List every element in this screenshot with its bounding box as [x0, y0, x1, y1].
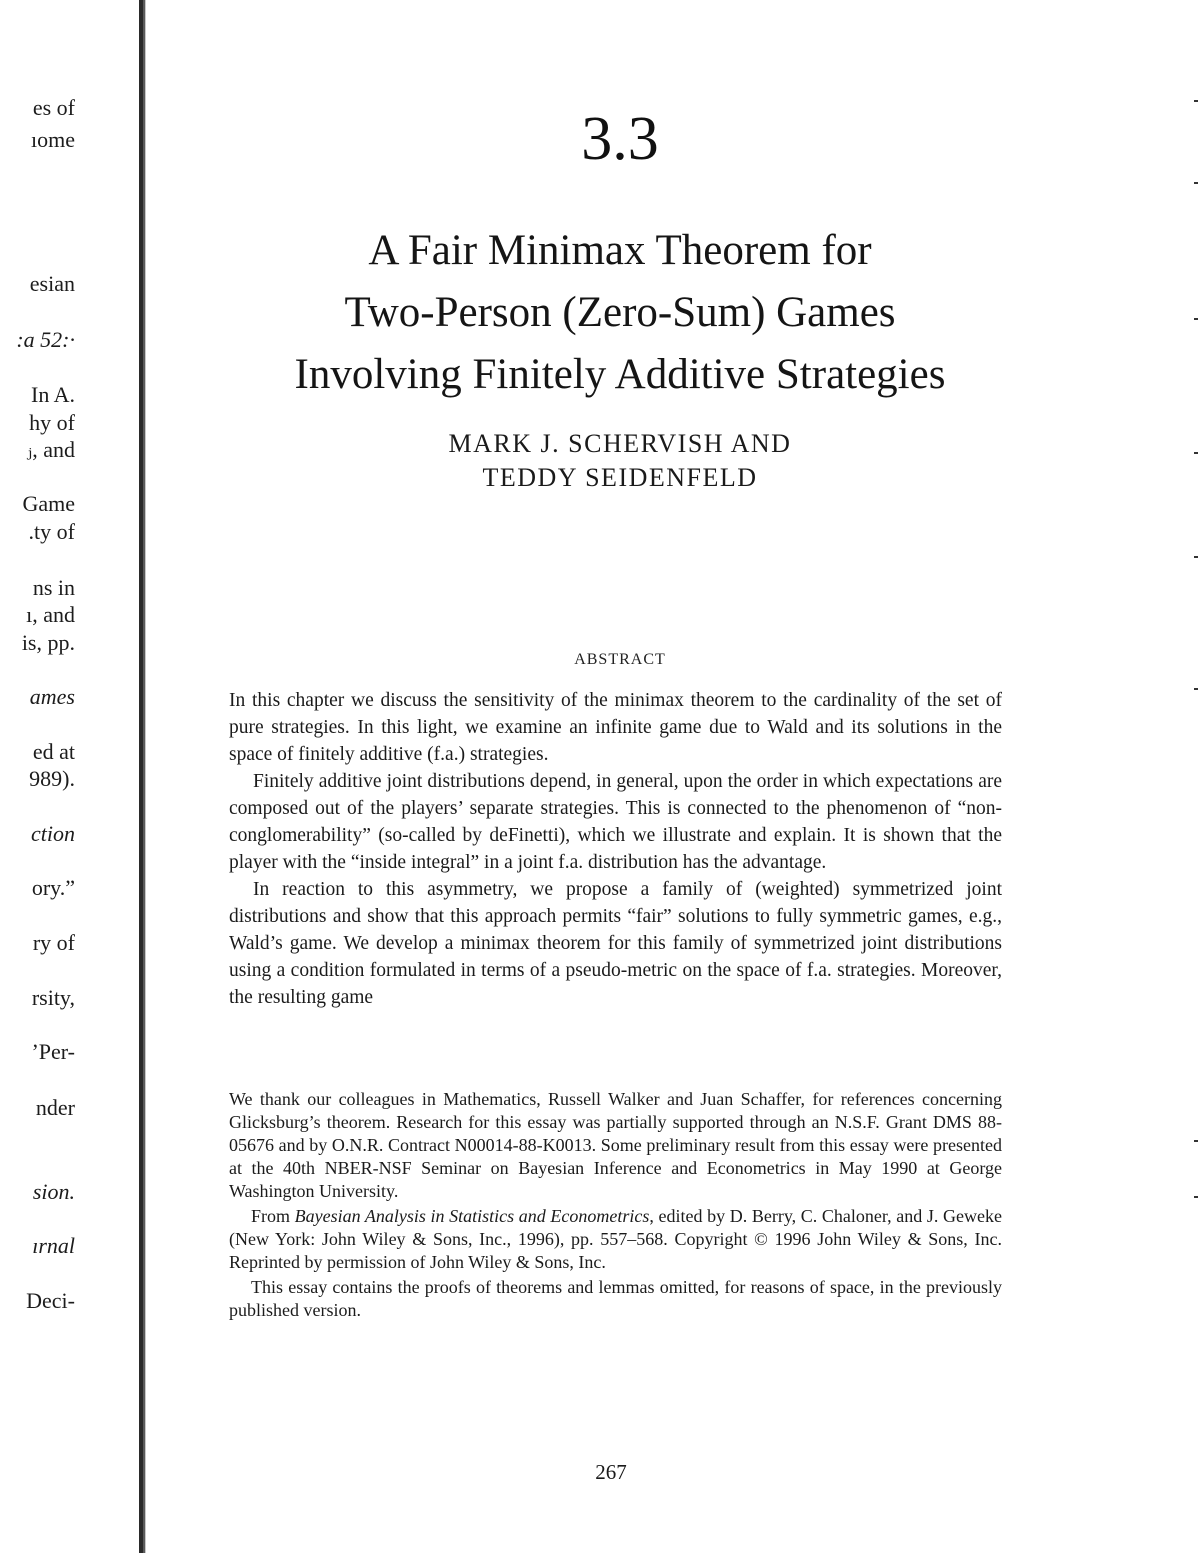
facing-page-fragment: Deci- [26, 1289, 75, 1313]
facing-page-fragment: ⱼ, and [26, 438, 75, 462]
author-line: TEDDY SEIDENFELD [482, 463, 758, 492]
scan-mark [1194, 100, 1198, 102]
chapter-authors [0, 427, 1200, 495]
facing-page-fragment: ’Per- [31, 1040, 75, 1064]
facing-page-fragment: ns in [32, 576, 75, 600]
scan-mark [1194, 318, 1198, 320]
omitted-proofs-note: This essay contains the proofs of theorems and lemmas omitted, for reasons of space, in the previously published version. [229, 1277, 1002, 1320]
page-number: 267 [595, 1460, 627, 1484]
source-book-title: Bayesian Analysis in Statistics and Econometrics [294, 1206, 650, 1226]
facing-page-fragment: hy of [29, 411, 75, 435]
chapter-title-line: Two-Person (Zero-Sum) Games [344, 289, 896, 336]
facing-page-fragment: ırnal [32, 1234, 75, 1258]
author-line: MARK J. SCHERVISH AND [448, 429, 792, 458]
facing-page-fragment: esian [29, 272, 75, 296]
chapter-footnotes [229, 1088, 1002, 1324]
scan-mark [1194, 452, 1198, 454]
facing-page-fragment: ory.” [31, 876, 75, 900]
facing-page-fragment: ı, and [26, 603, 75, 627]
scan-mark [1194, 688, 1198, 690]
facing-page-fragment: Game [22, 492, 75, 516]
source-prefix: From [251, 1206, 295, 1226]
scan-mark [1194, 182, 1198, 184]
scan-mark [1194, 556, 1198, 558]
source-details: , edited by D. Berry, C. Chaloner, and J. Geweke (New York: John Wiley & Sons, Inc., 1996), pp. 557–568. Copyright © 1996 John Wiley & Sons, Inc. Reprinted by permission of John Wiley & Sons, Inc. [229, 1206, 1002, 1272]
facing-page-fragment: ıome [31, 128, 75, 152]
abstract-paragraph: Finitely additive joint distributions depend, in general, upon the order in which expectations are composed out of the players’ separate strategies. This is connected to the phenomenon of “non-conglomerability” (so-called by deFinetti), which we illustrate and explain. It is shown that the player with the “inside integral” in a joint f.a. distribution has the advantage. [229, 771, 1002, 873]
chapter-title-line: A Fair Minimax Theorem for [368, 227, 872, 274]
abstract-heading: ABSTRACT [574, 651, 666, 668]
facing-page-fragment: rsity, [31, 986, 75, 1010]
abstract-paragraph: In this chapter we discuss the sensitivity of the minimax theorem to the cardinality of the set of pure strategies. In this light, we examine an infinite game due to Wald and its solutions in the space of finitely additive (f.a.) strategies. [229, 690, 1002, 765]
facing-page-fragment: ry of [32, 931, 75, 955]
facing-page-fragment: In A. [31, 383, 75, 407]
facing-page-fragment: es of [32, 96, 75, 120]
facing-page-fragment: nder [35, 1096, 75, 1120]
facing-page-fragment: :a 52:· [16, 328, 75, 352]
abstract-paragraph: In reaction to this asymmetry, we propose a family of (weighted) symmetrized joint distributions and show that this approach permits “fair” solutions to fully symmetric games, e.g., Wald’s game. We develop a minimax theorem for this family of symmetrized joint distributions using a condition formulated in terms of a pseudo-metric on the space of f.a. strategies. Moreover, the resulting game [229, 879, 1002, 1008]
acknowledgment-note: We thank our colleagues in Mathematics, Russell Walker and Juan Schaffer, for references concerning Glicksburg’s theorem. Research for this essay was partially supported through an N.S.F. Grant DMS 88-05676 and by O.N.R. Contract N00014-88-K0013. Some preliminary result from this essay were presented at the 40th NBER-NSF Seminar on Bayesian Inference and Econometrics in May 1990 at George Washington University. [229, 1089, 1002, 1201]
chapter-title [0, 220, 1200, 406]
facing-page-fragment: ames [29, 685, 75, 709]
scan-mark [1194, 1140, 1198, 1142]
facing-page-fragment: sion. [32, 1180, 75, 1204]
chapter-title-line: Involving Finitely Additive Strategies [294, 351, 946, 398]
scan-mark [1194, 1196, 1198, 1198]
facing-page-fragment: 989). [29, 767, 75, 791]
abstract-body [229, 687, 1002, 1011]
facing-page-fragment: ed at [32, 740, 75, 764]
chapter-number: 3.3 [581, 105, 659, 173]
facing-page-fragment: .ty of [28, 520, 75, 544]
facing-page-fragment: ction [31, 822, 75, 846]
facing-page-fragment: is, pp. [21, 631, 75, 655]
source-note [229, 1205, 1002, 1274]
